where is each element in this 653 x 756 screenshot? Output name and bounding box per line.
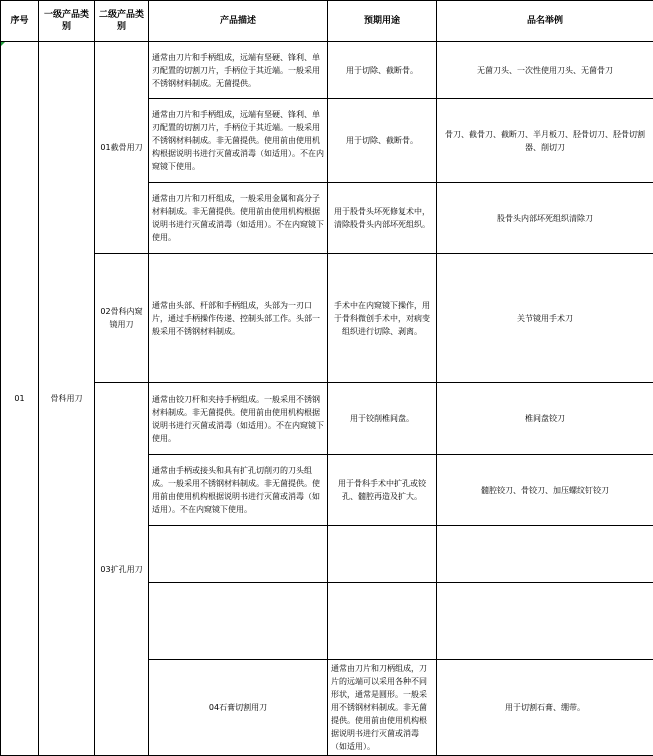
- header-level1: 一级产品类别: [39, 1, 95, 42]
- examples-cell: 关节镜用手术刀: [437, 254, 653, 383]
- desc-cell: 通常由手柄或接头和具有扩孔切削刃的刀头组成。一般采用不锈钢材料制成。非无菌提供。使用前由使用机构根据说明书进行灭菌或消毒（如适用）。不在内窥镜下使用。: [149, 455, 328, 526]
- desc-cell: 通常由头部、杆部和手柄组成，头部为一刃口片，通过手柄操作传递、控制头部工作。头部一般采用不锈钢材料制成。: [149, 254, 328, 383]
- examples-cell: 无菌刀头、一次性使用刀头、无菌骨刀: [437, 42, 653, 99]
- header-row: [1, 1, 653, 42]
- use-cell: 用于骨科手术中扩孔或铰孔、髓腔再造及扩大。: [328, 455, 437, 526]
- empty-examples-cell: [437, 583, 653, 660]
- level2-cell: 03扩孔用刀: [95, 383, 149, 756]
- examples-cell: 股骨头内部坏死组织清除刀: [437, 183, 653, 254]
- use-cell: 用于切除、截断骨。: [328, 42, 437, 99]
- table-row: [1, 42, 653, 99]
- table-row: [1, 383, 653, 455]
- header-desc: 产品描述: [149, 1, 328, 42]
- header-examples: 品名举例: [437, 1, 653, 42]
- empty-use-cell: [328, 526, 437, 583]
- seq-cell: 01: [1, 42, 39, 756]
- empty-desc-cell: [149, 583, 328, 660]
- empty-examples-cell: [437, 526, 653, 583]
- use-cell: 用于切割石膏、绷带。: [437, 660, 653, 756]
- level2-cell: 02骨科内窥镜用刀: [95, 254, 149, 383]
- level2-cell: 04石膏切割用刀: [149, 660, 328, 756]
- desc-cell: 通常由铰刀杆和夹持手柄组成。一般采用不锈钢材料制成。非无菌提供。使用前由使用机构根据说明书进行灭菌或消毒（如适用）。不在内窥镜下使用。: [149, 383, 328, 455]
- table-row: [1, 254, 653, 383]
- header-level2: 二级产品类别: [95, 1, 149, 42]
- use-cell: 用于股骨头坏死修复术中，清除股骨头内部坏死组织。: [328, 183, 437, 254]
- desc-cell: 通常由刀片和刀柄组成，刀片的远端可以采用各种不同形状，通常是圆形。一般采用不锈钢材料制成。非无菌提供。使用前由使用机构根据说明书进行灭菌或消毒（如适用）。: [328, 660, 437, 756]
- examples-cell: 骨刀、截骨刀、截断刀、半月板刀、胫骨切刀、胫骨切割器、削切刀: [437, 99, 653, 183]
- use-cell: 手术中在内窥镜下操作，用于骨科微创手术中，对病变组织进行切除、剥离。: [328, 254, 437, 383]
- use-cell: 用于切除、截断骨。: [328, 99, 437, 183]
- examples-cell: 髓腔铰刀、骨铰刀、加压螺纹钉铰刀: [437, 455, 653, 526]
- desc-cell: 通常由刀片和手柄组成，远端有坚硬、锋利、单刃配置的切割刀片，手柄位于其近端。一般采用不锈钢材料制成。无菌提供。: [149, 42, 328, 99]
- examples-cell: 椎间盘铰刀: [437, 383, 653, 455]
- empty-desc-cell: [149, 526, 328, 583]
- use-cell: 用于铰削椎间盘。: [328, 383, 437, 455]
- desc-cell: 通常由刀片和刀杆组成，一般采用金属和高分子材料制成。非无菌提供。使用前由使用机构根据说明书进行灭菌或消毒（如适用）。不在内窥镜下使用。: [149, 183, 328, 254]
- header-seq: 序号: [1, 1, 39, 42]
- level2-cell: 01截骨用刀: [95, 42, 149, 254]
- desc-cell: 通常由刀片和手柄组成，远端有坚硬、锋利、单刃配置的切割刀片，手柄位于其近端。一般采用不锈钢材料制成。非无菌提供。使用前由使用机构根据说明书进行灭菌或消毒（如适用）。不在内窥镜下使用。: [149, 99, 328, 183]
- level1-cell: 骨科用刀: [39, 42, 95, 756]
- header-use: 预期用途: [328, 1, 437, 42]
- empty-use-cell: [328, 583, 437, 660]
